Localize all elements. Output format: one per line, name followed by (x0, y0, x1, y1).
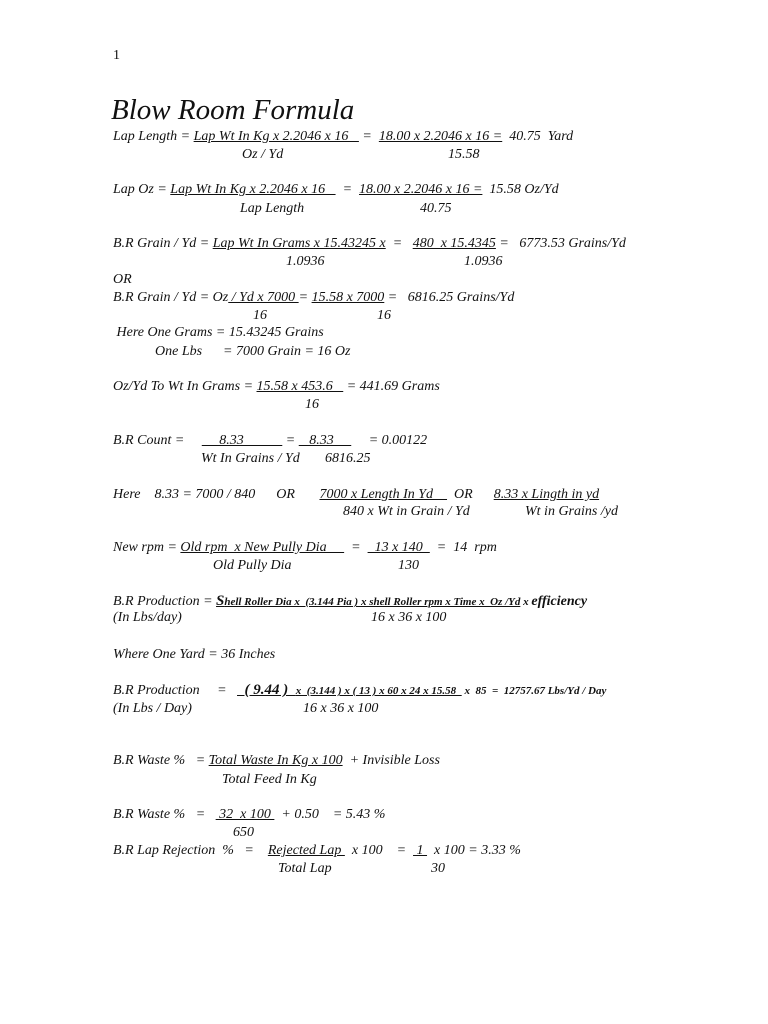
denominator: Lap Length (240, 201, 305, 216)
denominator-value: 30 (431, 861, 445, 876)
denominator-value: 16 (377, 308, 391, 323)
denominator-value: 6816.25 (325, 451, 371, 466)
efficiency: efficiency (531, 594, 588, 609)
lhs: Oz/Yd To Wt In Grams = (113, 379, 257, 394)
denominator-value: 1.0936 (464, 254, 503, 269)
unit-note: (In Lbs/day) (113, 610, 182, 625)
result: 15.58 Oz/Yd (482, 182, 559, 197)
equals: = (282, 433, 299, 448)
numerator: 32 x 100 (215, 807, 275, 822)
result: 40.75 Yard (502, 129, 574, 144)
denominator: 16 x 36 x 100 (303, 701, 379, 716)
numerator: hell Roller Dia x (3.144 Pia ) x shell Roller rpm x Time x Oz /Yd (224, 596, 521, 608)
result: x 85 = 12757.67 Lbs/Yd / Day (461, 685, 607, 697)
multiply: x 100 = (344, 843, 414, 858)
denominator-value: 40.75 (420, 201, 452, 216)
result: + 0.50 = 5.43 % (274, 807, 386, 822)
denominator: 840 x Wt in Grain / Yd (343, 504, 470, 519)
numerator-values: 8.33 (298, 433, 352, 448)
numerator: Lap Wt In Grams x 15.43245 x (212, 236, 386, 251)
lhs: Lap Length = (113, 129, 194, 144)
lhs: B.R Count = (113, 433, 202, 448)
result: x 100 = 3.33 % (427, 843, 521, 858)
denominator: 16 (305, 397, 319, 412)
lhs: B.R Production = (113, 594, 217, 609)
numerator-dia: ( 9.44 ) (237, 682, 296, 698)
result: + Invisible Loss (342, 753, 440, 768)
denominator: 1.0936 (286, 254, 325, 269)
equals: = (298, 290, 312, 305)
result: = 441.69 Grams (343, 379, 440, 394)
denominator: Total Lap (278, 861, 332, 876)
result: = 0.00122 (351, 433, 428, 448)
numerator-values: 480 x 15.4345 (412, 236, 496, 251)
lhs: B.R Production = (113, 683, 238, 698)
numerator-values: 15.58 x 7000 (311, 290, 385, 305)
denominator: Oz / Yd (242, 147, 284, 162)
lhs: Lap Oz = (113, 182, 171, 197)
result: = 6773.53 Grains/Yd (495, 236, 626, 251)
numerator-value: 1 (413, 843, 428, 858)
page-number: 1 (113, 48, 120, 63)
lhs: B.R Grain / Yd = (113, 236, 213, 251)
equals: = (335, 182, 360, 197)
page-title: Blow Room Formula (111, 94, 355, 126)
denominator: Wt In Grains / Yd (201, 451, 300, 466)
multiply: x (520, 596, 532, 608)
numerator: 8.33 (201, 433, 283, 448)
denominator: 16 x 36 x 100 (371, 610, 447, 625)
lhs: B.R Waste % = (113, 807, 216, 822)
numerator: 7000 x Length In Yd (319, 487, 448, 502)
numerator: Rejected Lap (267, 843, 345, 858)
yard-note: Where One Yard = 36 Inches (113, 647, 276, 662)
denominator: 650 (233, 825, 254, 840)
equals: = (385, 236, 413, 251)
denominator: 16 (253, 308, 267, 323)
numerator: x (3.144 ) x ( 13 ) x 60 x 24 x 15.58 (295, 685, 462, 697)
numerator-values: 18.00 x 2.2046 x 16 = (359, 182, 483, 197)
or-label: OR (113, 272, 132, 287)
note-grams: Here One Grams = 15.43245 Grains (113, 325, 324, 340)
lhs: B.R Waste % = (113, 753, 209, 768)
numerator-values: 13 x 140 (367, 540, 430, 555)
lhs: New rpm = (113, 540, 181, 555)
denominator-alt: Wt in Grains /yd (525, 504, 618, 519)
numerator-alt: 8.33 x Lingth in yd (493, 487, 600, 502)
numerator-initial: S (216, 593, 225, 609)
equals: = (344, 540, 368, 555)
unit-note: (In Lbs / Day) (113, 701, 192, 716)
or-label: OR (447, 487, 494, 502)
lhs: B.R Grain / Yd = Oz (113, 290, 229, 305)
equals: = (358, 129, 379, 144)
numerator: Lap Wt In Kg x 2.2046 x 16 (193, 129, 359, 144)
denominator-value: 130 (398, 558, 419, 573)
lhs: B.R Lap Rejection % = (113, 843, 268, 858)
result: = 6816.25 Grains/Yd (384, 290, 515, 305)
denominator: Total Feed In Kg (222, 772, 317, 787)
numerator-values: 18.00 x 2.2046 x 16 = (378, 129, 503, 144)
numerator: Old rpm x New Pully Dia (180, 540, 345, 555)
numerator: / Yd x 7000 (228, 290, 299, 305)
denominator-value: 15.58 (448, 147, 480, 162)
note-lbs: One Lbs = 7000 Grain = 16 Oz (155, 344, 351, 359)
numerator: Lap Wt In Kg x 2.2046 x 16 (170, 182, 336, 197)
result: = 14 rpm (429, 540, 497, 555)
lhs: Here 8.33 = 7000 / 840 OR (113, 487, 320, 502)
numerator: Total Waste In Kg x 100 (208, 753, 343, 768)
denominator: Old Pully Dia (213, 558, 292, 573)
numerator: 15.58 x 453.6 (256, 379, 344, 394)
